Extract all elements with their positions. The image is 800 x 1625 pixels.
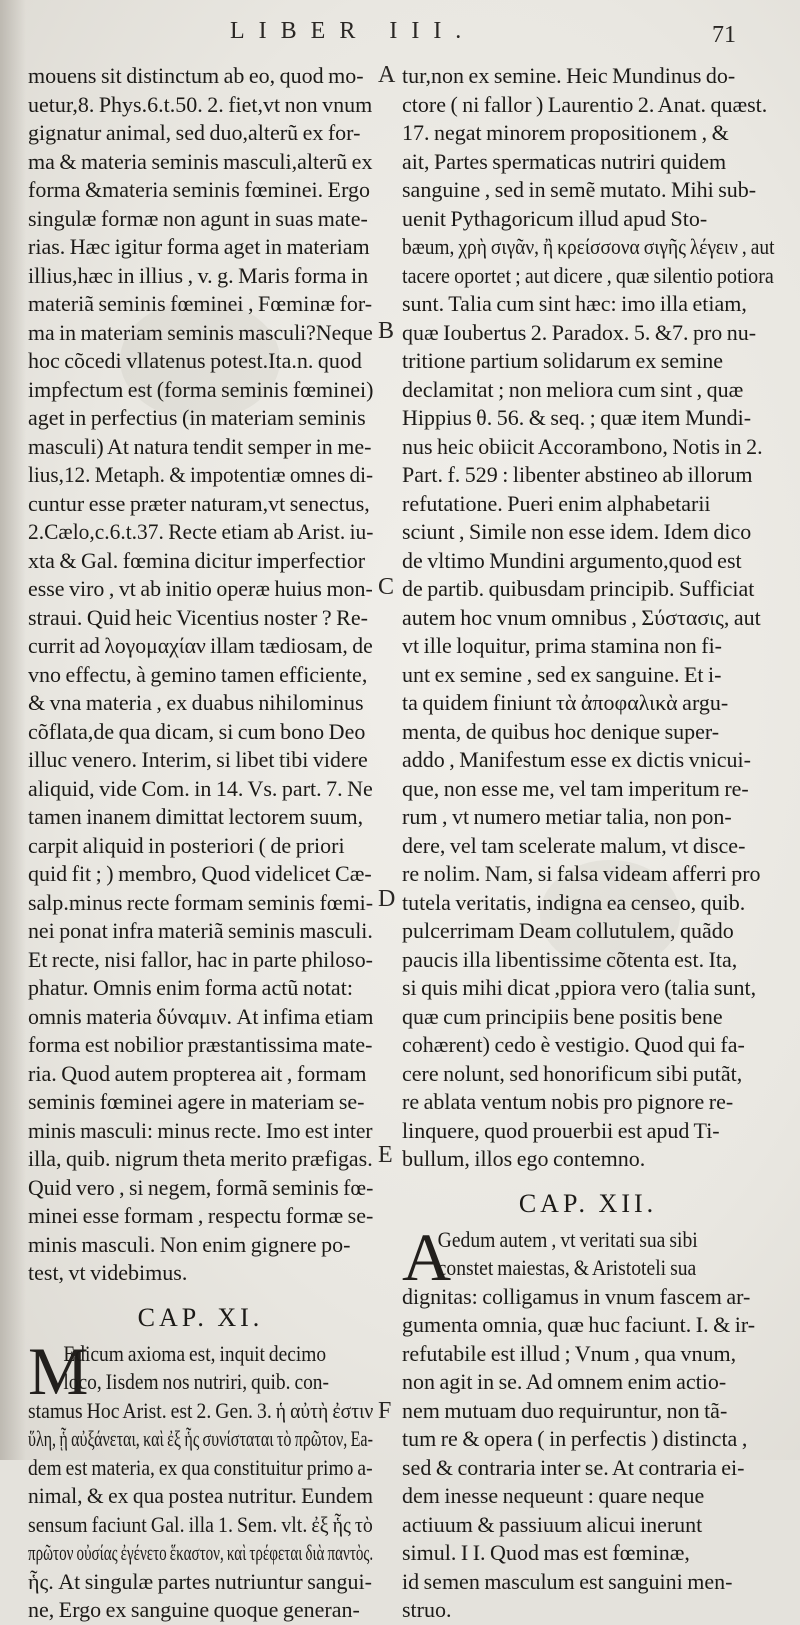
text-line: ctore ( ni fallor ) Laurentio 2. Anat. quæst. [402,91,768,117]
chapter-heading-xi: CAP. XI. [137,1302,264,1332]
text-line: vt ille loquitur, prima stamina non fi- [402,633,723,658]
text-line: cõflata,de qua dicam, si cum bono Deo [28,718,366,744]
text-line: mouens sit distinctum ab eo, quod mo- [28,63,364,88]
text-line: re ablata ventum nobis pro pignore re- [402,1089,734,1114]
text-line: quæ Ioubertus 2. Paradox. 5. &7. pro nu- [402,319,757,345]
text-line: forma est nobilior præstantissima mate- [28,1032,373,1057]
text-line: aget in perfectius (in materiam seminis [28,405,366,430]
text-line: πρῶτον οὐσίας ἐγένετο ἕκαστον, καὶ τρέφεται διὰ παντὸς. [28,1540,374,1565]
text-line: pulcerrimam Deam collutulem, quãdo [402,918,734,943]
text-line: illius,hæc in illius , v. g. Maris forma in [28,262,369,288]
text-line: materiã seminis fœminei , Fœminæ for- [28,291,373,316]
text-line: dere, vel tam scelerate malum, vt disce- [402,832,746,858]
chapter-heading-xii: CAP. XII. [518,1188,658,1218]
text-line: forma &materia seminis fœminei. Ergo [28,177,371,202]
text-line: tritione partium solidarum ex semine [402,348,724,373]
margin-letter-c: C [378,574,395,600]
text-line: xta & Gal. fœmina dicitur imperfectior [28,547,366,573]
text-line: minis masculi: minus recte. Imo est inter [28,1117,373,1143]
text-line: quid fit ; ) membro, Quod videlicet Cæ- [28,861,372,886]
gutter-shadow [0,0,26,1460]
chapter-xi-opening [28,1332,374,1625]
running-head: LIBER III. [230,18,476,44]
text-line: sed & contraria inter se. At contraria ei- [402,1454,745,1480]
text-line: sensum faciunt Gal. illa 1. Sem. vlt. ἐξ ἧς τὸ [28,1511,373,1537]
text-line: impfectum est (forma seminis fœminei) [28,376,374,402]
text-line: sciunt , Simile non esse idem. Idem dico [402,519,752,544]
text-line: cuntur esse præter naturam,vt senectus, [28,490,370,516]
text-line: carpit aliquid in posteriori ( de priori [28,832,345,858]
text-line: Quid vero , si negem, formã seminis fœ- [28,1174,374,1200]
text-line: illuc venero. Interim, si libet tibi videre [28,747,368,772]
right-column [402,62,774,1625]
drop-cap: A [402,1218,452,1295]
text-line: Hippius θ. 56. & seq. ; quæ item Mundi- [402,405,752,430]
text-line: de vltimo Mundini argumento,quod est [402,547,742,573]
text-line: que, non esse me, vel tam imperitum re- [402,775,749,801]
text-line: seminis fœminei agere in materiam se- [28,1089,365,1114]
text-line: ma & materia seminis masculi,alterũ ex [28,148,373,174]
text-line: rum , vt numero metiar talia, non pon- [402,804,732,829]
text-line: sanguine , sed in semẽ mutato. Mihi sub- [402,177,757,202]
text-line: addo , Manifestum esse ex dictis vnicui- [402,747,751,772]
text-line: ait, Partes spermaticas nutriri quidem [402,148,727,174]
left-text-block [28,62,373,1288]
text-line: Gedum autem , vt veritati sua sibi [437,1226,698,1252]
text-line: declamitat ; non meliora cum sint , quæ [402,376,744,402]
text-line: 17. negat minorem propositionem , & [402,120,729,145]
text-line: menta, de quibus hoc denique super- [402,718,720,744]
text-line: omnis materia δύναμιν. At infima etiam [28,1003,374,1029]
text-line: vno effectu, à gemino tamen efficiente, [28,661,368,687]
left-column [28,62,373,1625]
text-line: ὕλη, ᾗ αὐξάνεται, καὶ ἐξ ἧς συνίσταται τὸ πρῶτον, Ea- [28,1426,373,1451]
text-line: tutela veritatis, indigna ea censeo, quib. [402,889,746,915]
margin-letter-e: E [378,1142,393,1168]
text-line: ria. Quod autem propterea ait , formam [28,1060,367,1086]
text-line: bæum, χρὴ σιγᾶν, ἢ κρείσσονα σιγῆς λέγειν , aut [402,234,775,259]
text-line: Et recte, nisi fallor, hac in parte philoso- [28,946,373,972]
text-line: uetur,8. Phys.6.t.50. 2. fiet,vt non vnum [28,91,373,117]
text-line: re nolim. Nam, si falsa videam afferri pro [402,861,761,886]
text-line: quæ cum principiis bene positis bene [402,1003,723,1029]
text-line: minis masculi. Non enim gignere po- [28,1231,351,1257]
text-line: gignatur animal, sed duo,alterũ ex for- [28,120,361,145]
text-line: ἧς. At singulæ partes nutriuntur sangui- [28,1568,372,1594]
text-line: lius,12. Metaph. & impotentiæ omnes di- [28,462,374,487]
text-line: rias. Hæc igitur forma aget in materiam [28,234,370,259]
text-line: Edicum axioma est, inquit decimo [63,1340,327,1366]
text-line: gumenta omnia, quæ huc faciunt. I. & ir- [402,1312,756,1337]
text-line: uenit Pythagoricum illud apud Sto- [402,205,708,231]
text-line: simul. I I. Quod mas est fœminæ, [402,1540,690,1565]
text-line: constet maiestas, & Aristoteli sua [437,1255,697,1280]
text-line: ma in materiam seminis masculi?Neque [28,319,373,345]
text-line: si quis mihi dicat ,ppiora vero (talia sunt, [402,975,757,1000]
text-line: paucis illa libentissime cõtenta est. Ita, [402,946,738,972]
chapter-xii-opening [402,1218,774,1625]
text-line: tamen inanem dimittat lectorem suum, [28,804,364,829]
text-line: currit ad λογομαχίαν illam tædiosam, de [28,633,373,658]
text-line: non agit in se. Ad omnem enim actio- [402,1369,727,1394]
text-line: unt ex semine , sed ex sanguine. Et i- [402,661,722,687]
text-line: ta quidem finiunt τὰ ἀποφαλικὰ argu- [402,690,729,715]
chapter-xii-text [402,1218,774,1625]
text-line: sunt. Talia cum sint hæc: imo illa etiam, [402,291,747,316]
text-line: nem mutuam duo requiruntur, non tã- [402,1397,728,1423]
text-line: refutatione. Pueri enim alphabetarii [402,490,711,516]
text-line: autem hoc vnum omnibus , Σύστασις, aut [402,604,761,630]
text-line: bullum, illos ego contemno. [402,1146,646,1171]
text-line: tacere oportet ; aut dicere , quæ silentio potiora [402,262,774,288]
text-line: cere nolunt, sed honorificum sibi putãt, [402,1060,743,1086]
text-line: Part. f. 529 : libenter abstineo ab illorum [402,462,753,487]
text-line: de partib. quibusdam principib. Sufficiat [402,576,755,601]
text-line: refutabile est illud ; Vnum , qua vnum, [402,1340,737,1366]
text-line: tur,non ex semine. Heic Mundinus do- [402,63,736,88]
drop-cap: M [28,1332,89,1409]
text-line: dignitas: colligamus in vnum fascem ar- [402,1283,751,1309]
text-line: straui. Quid heic Vicentius noster ? Re- [28,604,368,630]
text-line: nus heic obiicit Accorambono, Notis in 2. [402,433,763,459]
text-line: tum re & opera ( in perfectis ) distincta , [402,1426,748,1451]
chapter-xi-text [28,1332,374,1625]
text-line: minei esse formam , respectu formæ se- [28,1203,374,1228]
margin-letter-b: B [378,318,395,344]
text-line: illa, quib. nigrum theta merito præfigas. [28,1146,373,1171]
text-line: salp.minus recte formam seminis fœmi- [28,889,374,915]
text-line: aliquid, vide Com. in 14. Vs. part. 7. Ne [28,775,373,801]
text-line: esse viro , vt ab initio operæ huius mon- [28,576,373,601]
text-line: nimal, & ex qua postea nutritur. Eundem [28,1483,374,1508]
text-line: dem inesse nequeunt : quare neque [402,1483,705,1508]
text-line: singulæ formæ non agunt in suas mate- [28,205,368,231]
right-text-block [402,62,774,1174]
text-line: phatur. Omnis enim forma actũ notat: [28,975,353,1000]
text-line: & vna materia , ex duabus nihilominus [28,690,364,715]
text-line: dem est materia, ex qua constituitur primo a- [28,1454,373,1480]
text-line: hoc cõcedi vllatenus potest.Ita.n. quod [28,348,362,373]
text-line: id semen masculum est sanguini men- [402,1568,733,1594]
margin-letter-a: A [378,62,396,88]
page-number: 71 [712,22,736,48]
text-line: stamus Hoc Arist. est 2. Gen. 3. ἡ αὐτὴ ἐστιν [28,1397,374,1423]
text-line: ne, Ergo ex sanguine quoque generan- [28,1597,360,1622]
text-line: 2.Cælo,c.6.t.37. Recte etiam ab Arist. iu- [28,519,374,544]
text-line: nei ponat infra materiã seminis masculi. [28,918,373,943]
text-line: linquere, quod prouerbii est apud Ti- [402,1117,720,1143]
text-line: loco, Iisdem nos nutriri, quib. con- [63,1369,330,1394]
text-line: test, vt videbimus. [28,1260,188,1285]
text-line: cohærent) cedo è vestigio. Quod qui fa- [402,1032,745,1057]
text-line: masculi) At natura tendit semper in me- [28,433,372,459]
margin-letter-f: F [378,1398,392,1424]
text-line: actiuum & passiuum alicui inerunt [402,1511,703,1537]
margin-letter-d: D [378,886,396,912]
text-line: struo. [402,1597,452,1622]
